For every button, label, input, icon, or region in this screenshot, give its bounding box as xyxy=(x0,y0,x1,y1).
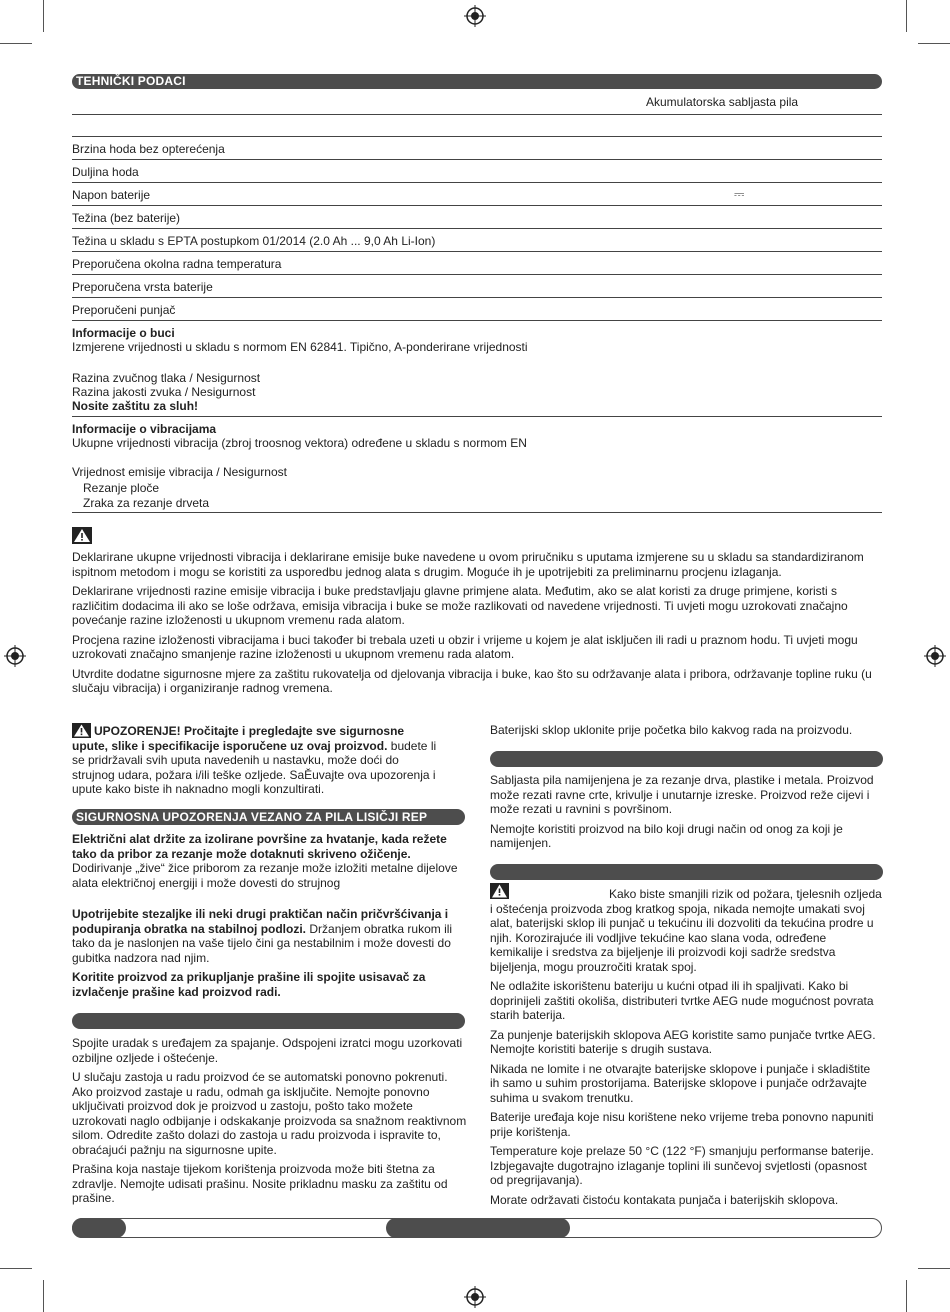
crop-mark xyxy=(43,0,44,32)
vibration-line: Rezanje ploče xyxy=(83,481,160,495)
right-use-block xyxy=(490,773,880,856)
divider xyxy=(72,274,882,275)
warning-icon xyxy=(72,527,92,544)
registration-mark-icon xyxy=(924,645,946,667)
divider xyxy=(72,159,882,160)
registration-mark-icon xyxy=(464,1286,486,1308)
spec-row: Napon baterije xyxy=(72,188,151,202)
divider xyxy=(72,512,882,513)
safety-text: Držanjem obratka rukom ili tako da je naslonjen na vaše tijelo čini ga nestabilnim i može dovesti do gubitka nadzora nad njim. xyxy=(72,921,453,965)
warning-icon xyxy=(72,723,91,738)
right-battery-block xyxy=(490,887,882,979)
crop-mark xyxy=(0,1268,32,1269)
battery-paragraph: Temperature koje prelaze 50 °C (122 °F) smanjuju performanse baterije. Izbjegavajte dugotrajno izlaganje toplini ili sunčevoj svjetlosti (opasnost od pregrijavanja). xyxy=(490,1144,874,1187)
footer-bar-left-tab xyxy=(72,1218,126,1238)
operation-paragraph: Prašina koja nastaje tijekom korištenja proizvoda može biti štetna za zdravlje. Nemojte udisati prašinu. Nosite prikladnu masku za zaštitu od prašine. xyxy=(72,1162,448,1205)
divider xyxy=(72,114,882,115)
spec-row: Preporučena vrsta baterije xyxy=(72,280,213,294)
declarations-block xyxy=(72,550,882,701)
spec-row: Brzina hoda bez opterećenja xyxy=(72,142,225,156)
divider xyxy=(72,297,882,298)
divider xyxy=(72,228,882,229)
use-paragraph: Nemojte koristiti proizvod na bilo koji drugi način od onog za koji je namijenjen. xyxy=(490,821,843,850)
safety-text: Dodirivanje „žive“ žice priborom za rezanje može izložiti metalne dijelove alata električnoj energiji i može dovesti do strujnog xyxy=(72,861,458,890)
spec-row: Preporučena okolna radna temperatura xyxy=(72,257,282,271)
section-bar-label: SIGURNOSNA UPOZORENJA VEZANO ZA PILA LISIČJI REP xyxy=(76,810,428,824)
noise-desc: Izmjerene vrijednosti u skladu s normom EN 62841. Tipično, A-ponderirane vrijednosti xyxy=(72,340,528,354)
crop-mark xyxy=(918,43,950,44)
noise-line: Razina jakosti zvuka / Nesigurnost xyxy=(72,385,256,399)
noise-title: Informacije o buci xyxy=(72,326,175,340)
footer-bar-mid-tab xyxy=(386,1218,570,1238)
left-safety-block xyxy=(72,832,464,1004)
vibration-line: Vrijednost emisije vibracija / Nesigurnost xyxy=(72,465,287,479)
operation-paragraph: Spojite uradak s uređajem za spajanje. Odspojeni izratci mogu uzorkovati ozbiljne ozljede i oštećenje. xyxy=(72,1036,463,1065)
battery-paragraph: Za punjenje baterijskih sklopova AEG koristite samo punjače tvrtke AEG. Nemojte koristiti baterije s drugih sustava. xyxy=(490,1027,876,1056)
declaration-paragraph: Deklarirane vrijednosti razine emisije vibracija i buke predstavljaju glavne primjene alata. Međutim, ako se alat koristi za druge primjene, koristi s različitim dodacima ili ako se loše održava, emisija vibracija i buke se može razlikovati od navedene vrijednosti. Ti uvjeti mogu uzrokovati značajno povećanje razine izloženosti u ukupnom vremenu rada alatom. xyxy=(72,584,848,627)
crop-mark xyxy=(906,1280,907,1312)
vibration-desc: Ukupne vrijednosti vibracija (zbroj troosnog vektora) određene u skladu s normom EN xyxy=(72,436,527,450)
divider xyxy=(72,182,882,183)
left-warning-block xyxy=(72,723,440,797)
safety-bold: Koritite proizvod za prikupljanje prašine ili spojite usisavač za izvlačenje prašine kad proizvod radi. xyxy=(72,970,426,999)
crop-mark xyxy=(0,43,32,44)
safety-bold: Električni alat držite za izolirane površine za hvatanje, kada režete tako da pribor za rezanje može dotaknuti skriveno ožičenje. xyxy=(72,832,447,861)
divider xyxy=(72,251,882,252)
section-bar-technical-data xyxy=(72,74,882,89)
vibration-title: Informacije o vibracijama xyxy=(72,422,217,436)
declaration-paragraph: Utvrdite dodatne sigurnosne mjere za zaštitu rukovatelja od djelovanja vibracija i buke, kao što su održavanje alata i pribora, održavanje topline ruku (u slučaju vibracija) i organiziranje radnog vremena. xyxy=(72,666,872,695)
right-remove-battery: Baterijski sklop uklonite prije početka bilo kakvog rada na proizvodu. xyxy=(490,723,853,737)
battery-paragraph: Kako biste smanjili rizik od požara, tjelesnih ozljeda i oštećenja proizvoda zbog kratkog spoja, nikada nemojte umakati svoj alat, baterijski sklop ili punjač u tekućinu ili dozvoliti da tekućina prodre u njih. Korozirajuće ili vodljive tekućine kao slana voda, određene kemikalije i sredstva za bijeljenje ili proizvodi koji sadrže sredstva bijeljenja, mogu prouzročiti kratak spoj. xyxy=(490,887,882,974)
crop-mark xyxy=(906,0,907,32)
battery-paragraph: Nikada ne lomite i ne otvarajte baterijske sklopove i punjače i skladištite ih samo u suhim prostorijama. Baterijske sklopove i punjače održavajte suhima u svakom trenutku. xyxy=(490,1061,871,1105)
spec-row: Preporučeni punjač xyxy=(72,303,176,317)
declaration-paragraph: Deklarirane ukupne vrijednosti vibracija i deklarirane emisije buke navedene u ovom priručniku s uputama izmjerene su u skladu sa standardiziranom ispitnom metodom i mogu se koristiti za usporedbu jednog alata s drugim. Moguće ih je upotrijebiti za preliminarnu procjenu izlaganja. xyxy=(72,550,864,579)
crop-mark xyxy=(43,1280,44,1312)
divider xyxy=(72,320,882,321)
section-bar-empty xyxy=(490,864,883,880)
registration-mark-icon xyxy=(464,5,486,27)
section-bar-empty xyxy=(490,751,883,767)
right-battery-block-2 xyxy=(490,979,882,1212)
warning-bold: UPOZORENJE! Pročitajte i pregledajte sve sigurnosne upute, slike i specifikacije isporučene uz ovaj proizvod. xyxy=(72,724,405,753)
hearing-protection-note: Nosite zaštitu za sluh! xyxy=(72,399,199,413)
section-bar-safety-warnings xyxy=(72,809,465,825)
left-operation-block xyxy=(72,1036,467,1211)
crop-mark xyxy=(918,1268,950,1269)
divider xyxy=(72,416,882,417)
product-name: Akumulatorska sabljasta pila xyxy=(646,95,799,109)
battery-paragraph: Ne odlažite iskorištenu bateriju u kućni otpad ili ih spaljivati. Kako bi doprinijeli zaštiti okoliša, distributeri tvrtke AEG nude mogućnost povrata starih baterija. xyxy=(490,979,874,1022)
spec-row: Težina u skladu s EPTA postupkom 01/2014 (2.0 Ah ... 9,0 Ah Li-Ion) xyxy=(72,234,436,248)
spec-row: Duljina hoda xyxy=(72,165,139,179)
section-bar-empty xyxy=(72,1013,465,1029)
spec-row: Težina (bez baterije) xyxy=(72,211,181,225)
divider xyxy=(72,205,882,206)
dc-symbol-icon: ⎓ xyxy=(734,186,745,201)
operation-paragraph: U slučaju zastoja u radu proizvod će se automatski ponovno pokrenuti. Ako proizvod zastaje u radu, odmah ga isključite. Nemojte ponovno uključivati proizvod dok je proizvod u zastoju, pošto tako možete uzrokovati naglo odbijanje i odskakanje proizvoda sa snažnom reaktivnom silom. Odredite zašto dolazi do zastoja u radu proizvoda i ispravite to, obraćajući pažnju na sigurnosne upite. xyxy=(72,1070,467,1157)
safety-bold: Upotrijebite stezaljke ili neki drugi praktičan način pričvršćivanja i podupiranja obratka na stabilnoj podlozi. xyxy=(72,907,449,936)
section-title: TEHNIČKI PODACI xyxy=(76,74,186,88)
registration-mark-icon xyxy=(4,645,26,667)
warning-text: budete li se pridržavali svih uputa navedenih u nastavku, može doći do strujnog udara, požara i/ili teške ozljede. SaĚuvajte ova upozorenja i upute kako biste ih naknadno mogli konzultirati. xyxy=(72,738,437,796)
declaration-paragraph: Procjena razine izloženosti vibracijama i buci također bi trebala uzeti u obzir i vrijeme u kojem je alat isključen ili radi u praznom hodu. Ti uvjeti mogu uzrokovati značajno smanjenje razine izloženosti u ukupnom vremenu rada alatom. xyxy=(72,632,858,661)
vibration-line: Zraka za rezanje drveta xyxy=(83,496,210,510)
battery-paragraph: Baterije uređaja koje nisu korištene neko vrijeme treba ponovno napuniti prije korištenja. xyxy=(490,1110,874,1139)
noise-line: Razina zvučnog tlaka / Nesigurnost xyxy=(72,371,261,385)
use-paragraph: Sabljasta pila namijenjena je za rezanje drva, plastike i metala. Proizvod može rezati ravne crte, krivulje i unutarnje izreske. Proizvod reže cijevi i može rezati u ravnini s površinom. xyxy=(490,773,874,816)
divider xyxy=(72,136,882,137)
battery-paragraph: Morate održavati čistoću kontakata punjača i baterijskih sklopova. xyxy=(490,1192,839,1207)
